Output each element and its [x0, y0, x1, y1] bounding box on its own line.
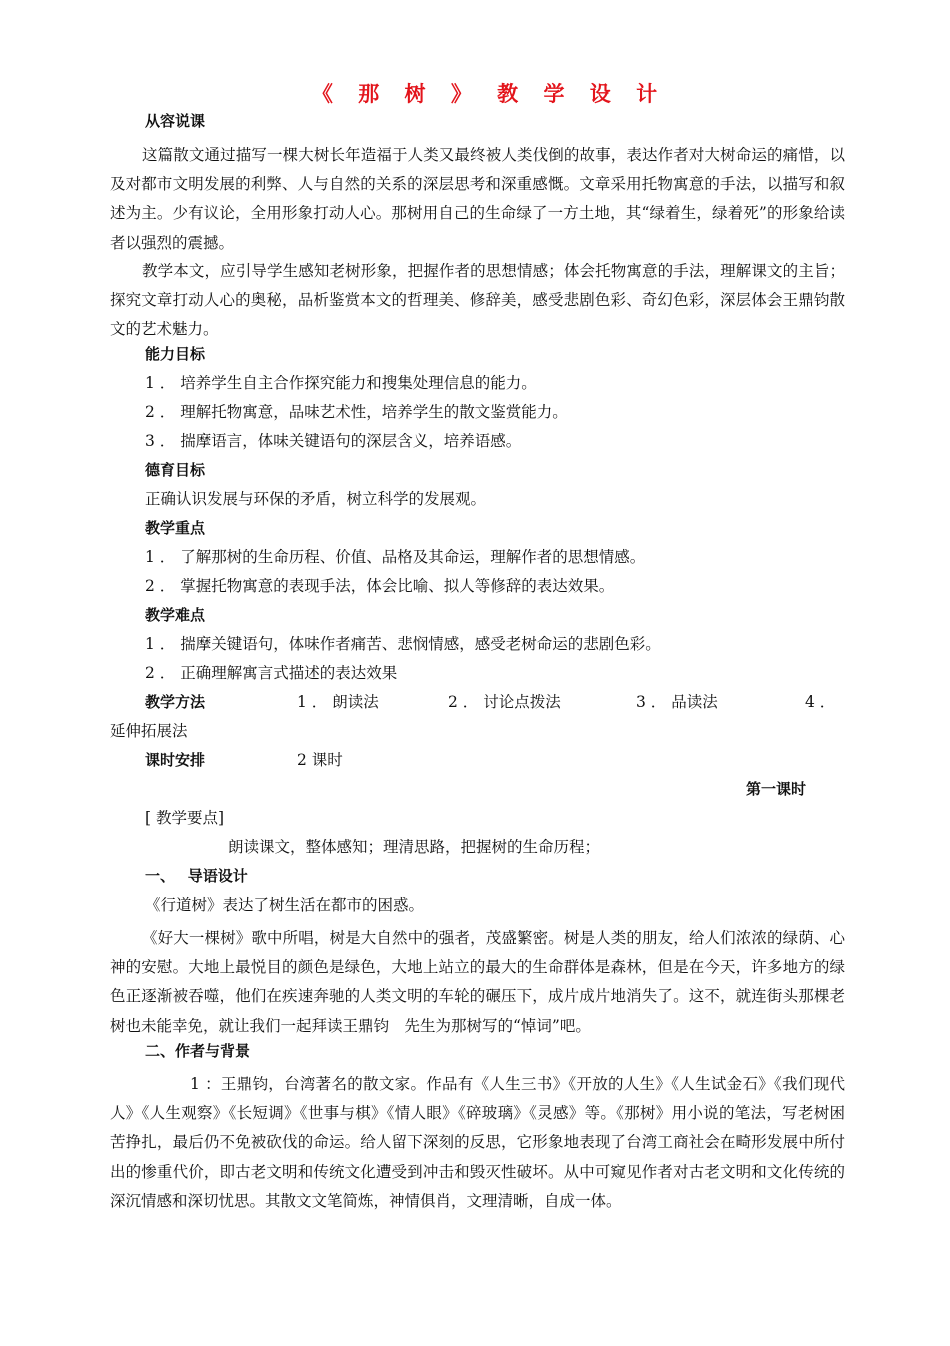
- section-1-paragraph-2: [110, 924, 845, 1041]
- difficulty-heading: 教学难点: [145, 606, 206, 624]
- key-points-heading: 教学重点: [145, 519, 206, 537]
- intro-p1-text: 这篇散文通过描写一棵大树长年造福于人类又最终被人类伐倒的故事，表达作者对大树命运的痛惜，以及对都市文明发展的利弊、人与自然的关系的深层思考和深重感慨。文章采用托物寓意的手法，以描写和叙述为主。少有议论，全用形象打动人心。那树用自己的生命绿了一方土地，其“绿着生，绿着死”的形象给读者以强烈的震撼。: [110, 146, 845, 252]
- section-1-p2-text: 《好大一棵树》歌中所唱，树是大自然中的强者，茂盛繁密。树是人类的朋友，给人们浓浓的绿荫、心神的安慰。大地上最悦目的颜色是绿色，大地上站立的最大的生命群体是森林，但是在今天，许多地方的绿色正逐渐被吞噬，他们在疾速奔驰的人类文明的车轮的碾压下，成片成片地消失了。这不，就连街头那棵老树也未能幸免，就让我们一起拜读王鼎钧 先生为那树写的“悼词”吧。: [110, 929, 845, 1035]
- key-point-item: 2 ． 掌握托物寓意的表现手法，体会比喻、拟人等修辞的表达效果。: [145, 577, 615, 595]
- method-item-continued: 延伸拓展法: [110, 722, 188, 740]
- intro-paragraph-2: [110, 257, 845, 345]
- methods-heading: 教学方法: [145, 693, 206, 711]
- ability-item: 1 ． 培养学生自主合作探究能力和搜集处理信息的能力。: [145, 374, 537, 392]
- method-item: 1 ． 朗读法: [297, 693, 379, 711]
- moral-heading: 德育目标: [145, 461, 206, 479]
- key-point-item: 1 ． 了解那树的生命历程、价值、品格及其命运，理解作者的思想情感。: [145, 548, 646, 566]
- section-1-paragraph-1: 《行道树》表达了树生活在都市的困惑。: [145, 896, 425, 914]
- section-2-p1-text: 1 ：王鼎钧，台湾著名的散文家。作品有《人生三书》《开放的人生》《人生试金石》《我们现代人》《人生观察》《长短调》《世事与棋》《情人眼》《碎玻璃》《灵感》等。《那树》用小说的笔法，写老树困苦挣扎，最后仍不免被砍伐的命运。给人留下深刻的反思，它形象地表现了台湾工商社会在畸形发展中所付出的惨重代价，即古老文明和传统文化遭受到冲击和毁灭性破坏。从中可窥见作者对古老文明和文化传统的深沉情感和深切忧思。其散文文笔简炼，神情俱肖，文理清晰，自成一体。: [110, 1075, 845, 1210]
- ability-item: 3 ． 揣摩语言，体味关键语句的深层含义，培养语感。: [145, 432, 522, 450]
- intro-paragraph-1: [110, 141, 845, 258]
- section-2-paragraph-1: [110, 1070, 845, 1216]
- ability-heading: 能力目标: [145, 345, 206, 363]
- schedule-heading: 课时安排: [145, 751, 206, 769]
- document-title: 《 那 树 》 教 学 设 计: [311, 82, 667, 106]
- difficulty-item: 1 ． 揣摩关键语句，体味作者痛苦、悲悯情感，感受老树命运的悲剧色彩。: [145, 635, 661, 653]
- moral-text: 正确认识发展与环保的矛盾，树立科学的发展观。: [145, 490, 487, 508]
- intro-heading: 从容说课: [145, 112, 206, 130]
- lesson-points-heading: [ 教学要点]: [145, 809, 225, 827]
- lesson-points-text: 朗读课文，整体感知；理清思路，把握树的生命历程；: [228, 838, 601, 856]
- section-2-heading: 二、作者与背景: [145, 1042, 251, 1060]
- difficulty-item: 2 ． 正确理解寓言式描述的表达效果: [145, 664, 398, 682]
- section-1-heading: 一、 导语设计: [145, 867, 248, 885]
- schedule-value: 2 课时: [297, 751, 343, 769]
- intro-p2-text: 教学本文，应引导学生感知老树形象，把握作者的思想情感；体会托物寓意的手法，理解课文的主旨；探究文章打动人心的奥秘，品析鉴赏本文的哲理美、修辞美，感受悲剧色彩、奇幻色彩，深层体会王鼎钧散文的艺术魅力。: [110, 262, 845, 339]
- method-item: 4 ．: [805, 693, 836, 711]
- method-item: 2 ． 讨论点拨法: [448, 693, 561, 711]
- method-item: 3 ． 品读法: [636, 693, 718, 711]
- ability-item: 2 ． 理解托物寓意，品味艺术性，培养学生的散文鉴赏能力。: [145, 403, 568, 421]
- lesson-label: 第一课时: [746, 780, 807, 798]
